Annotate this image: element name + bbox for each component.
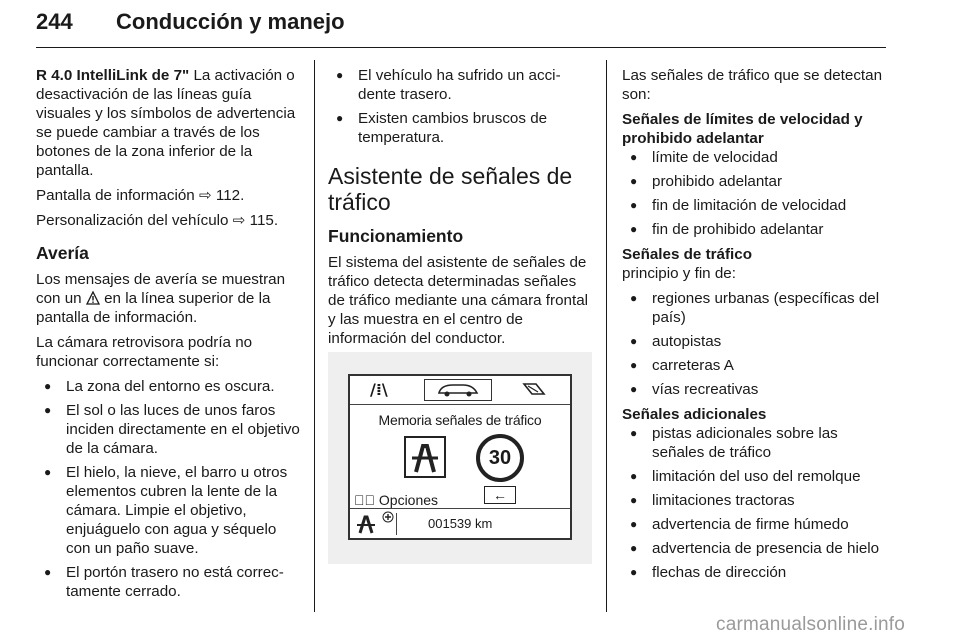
options-button[interactable] xyxy=(354,492,438,508)
ref-info-display: Pantalla de información ⇨ 112. xyxy=(36,187,245,204)
group3-list xyxy=(622,424,890,582)
list-item: ● advertencia de firme húmedo xyxy=(622,515,890,534)
driver-info-screen xyxy=(348,374,572,540)
list-item: ● pistas adicionales sobre las señales de tráfico xyxy=(622,424,890,462)
averia-text-a: Los mensajes de avería se muestran con un xyxy=(36,271,286,307)
screen-title: Memoria señales de tráfico xyxy=(378,412,542,428)
motorway-small-icon xyxy=(354,513,378,535)
column-divider xyxy=(314,60,315,612)
intro-text: La activación o desactivación de las líneas guía visuales y los símbolos de advertencia se puede cambiar a través de los botones de la zona inferior de la pantalla. xyxy=(36,67,296,179)
group3-title: Señales adicionales xyxy=(622,406,767,423)
ref-vehicle-personalization: Personalización del vehículo ⇨ 115. xyxy=(36,212,279,229)
list-item: ● El hielo, la nieve, el barro u otros elementos cubren la lente de la cámara. Limpie el objetivo, enjuáguelo con agua y séquelo con un paño suave. xyxy=(36,463,304,558)
group1-list xyxy=(622,148,890,239)
list-item: ● regiones urbanas (específicas del país) xyxy=(622,289,890,327)
page-number: 244 xyxy=(36,9,73,34)
heading-averia: Avería xyxy=(36,243,89,263)
detected-signs-intro: Las señales de tráfico que se detectan son: xyxy=(622,67,883,103)
list-item: ● límite de velocidad xyxy=(622,148,890,167)
display-illustration xyxy=(328,352,592,564)
list-item: ● El portón trasero no está correctamente cerrado. xyxy=(36,563,304,601)
averia-paragraph xyxy=(36,270,304,327)
column-3 xyxy=(622,66,890,588)
heading-traffic-sign-assistant: Asistente de señales de tráfico xyxy=(328,163,573,215)
speed-limit-sign: 30 xyxy=(476,434,524,482)
column-1 xyxy=(36,66,304,607)
plus-circle-icon xyxy=(382,511,394,523)
list-item: ● carreteras A xyxy=(622,356,890,375)
group2-title: Señales de tráfico xyxy=(622,246,752,263)
camera-bullet-list xyxy=(36,377,304,601)
list-item: ● flechas de dirección xyxy=(622,563,890,582)
watermark: carmanualsonline.info xyxy=(716,614,906,635)
list-item: ● Existen cambios bruscos de temperatura. xyxy=(328,109,592,147)
camera-bullet-list-cont xyxy=(328,66,592,147)
list-item: ● limitaciones tractoras xyxy=(622,491,890,510)
lane-icon: /⁞\ xyxy=(370,380,388,399)
column-divider xyxy=(606,60,607,612)
screen-tabs xyxy=(350,376,570,405)
list-item: ● vías recreativas xyxy=(622,380,890,399)
list-item: ● fin de limitación de velocidad xyxy=(622,196,890,215)
status-divider xyxy=(396,513,397,535)
averia-text-b: en la línea superior de la pantalla de información. xyxy=(36,290,271,326)
check-icon: ✓⃝ xyxy=(354,492,375,508)
list-item: ● fin de prohibido adelantar xyxy=(622,220,890,239)
intro-paragraph xyxy=(36,66,304,180)
warning-triangle-icon xyxy=(86,291,100,305)
list-item: ● prohibido adelantar xyxy=(622,172,890,191)
list-item: ● limitación del uso del remolque xyxy=(622,467,890,486)
road-sign-icon xyxy=(522,382,546,396)
motorway-icon xyxy=(406,438,444,476)
group1-title: Señales de límites de velocidad y prohibido adelantar xyxy=(622,111,863,147)
function-paragraph: El sistema del asistente de señales de tráfico detecta determinadas señales de tráfico mediante una cámara frontal y las muestra en el centro de información del conductor. xyxy=(328,254,589,347)
column-2 xyxy=(328,66,592,354)
back-button[interactable]: ← xyxy=(484,486,516,504)
list-item: ● La zona del entorno es oscura. xyxy=(36,377,304,396)
camera-paragraph: La cámara retrovisora podría no funcionar correctamente si: xyxy=(36,334,253,370)
motorway-sign xyxy=(404,436,446,478)
list-item: ● El sol o las luces de unos faros inciden directamente en el objetivo de la cámara. xyxy=(36,401,304,458)
list-item: ● autopistas xyxy=(622,332,890,351)
odometer: 001539 km xyxy=(428,516,493,531)
page-header xyxy=(36,3,886,48)
list-item: ● advertencia de presencia de hielo xyxy=(622,539,890,558)
options-label: Opciones xyxy=(378,492,439,508)
heading-funcionamiento: Funcionamiento xyxy=(328,226,464,246)
page-title: Conducción y manejo xyxy=(116,9,345,34)
group2-list xyxy=(622,289,890,399)
tab-selected xyxy=(424,379,492,401)
intro-bold: R 4.0 IntelliLink de 7" xyxy=(36,67,190,84)
car-icon xyxy=(425,380,491,400)
list-item: ● El vehículo ha sufrido un accidente trasero. xyxy=(328,66,592,104)
group2-subtitle: principio y fin de: xyxy=(622,265,736,282)
